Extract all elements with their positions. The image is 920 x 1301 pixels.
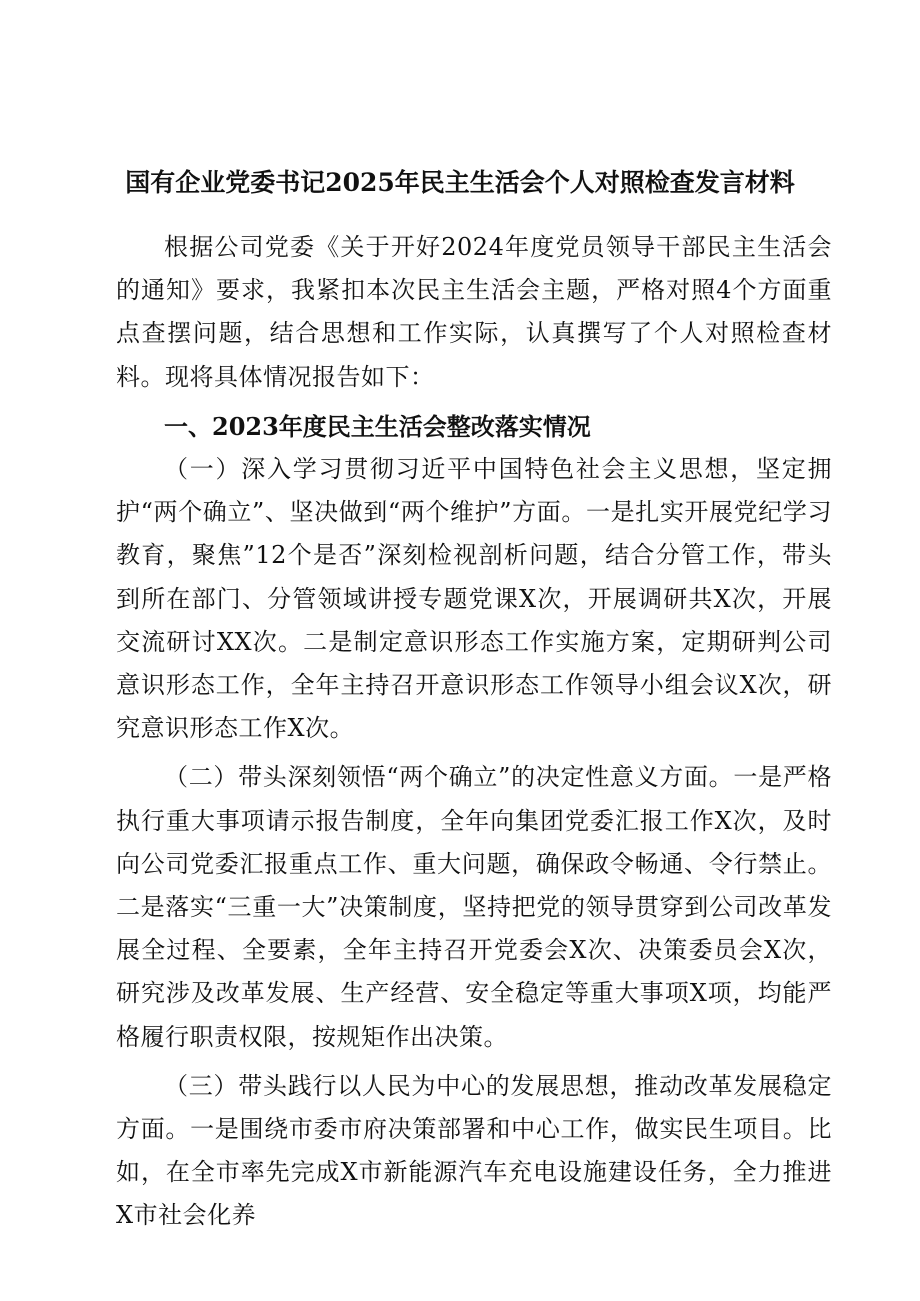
intro-paragraph: 根据公司党委《关于开好2024年度党员领导干部民主生活会的通知》要求，我紧扣本次民主生活会主题，严格对照4个方面重点查摆问题，结合思想和工作实际，认真撰写了个人对照检查材料。现将具体情况报告如下： xyxy=(116,233,832,391)
document-body xyxy=(116,226,832,1238)
paragraph-3: （三）带头践行以人民为中心的发展思想，推动改革发展稳定方面。一是围绕市委市府决策部署和中心工作，做实民生项目。比如，在全市率先完成X市新能源汽车充电设施建设任务，全力推进X市社会化养 xyxy=(116,1071,832,1230)
section-heading: 一、2023年度民主生活会整改落实情况 xyxy=(164,411,591,441)
paragraph-2: （二）带头深刻领悟“两个确立”的决定性意义方面。一是严格执行重大事项请示报告制度，全年向集团党委汇报工作X次，及时向公司党委汇报重点工作、重大问题，确保政令畅通、令行禁止。二是落实“三重一大”决策制度，坚持把党的领导贯穿到公司改革发展全过程、全要素，全年主持召开党委会X次、决策委员会X次，研究涉及改革发展、生产经营、安全稳定等重大事项X项，均能严格履行职责权限，按规矩作出决策。 xyxy=(116,763,832,1051)
paragraph-1: （一）深入学习贯彻习近平中国特色社会主义思想，坚定拥护“两个确立”、坚决做到“两个维护”方面。一是扎实开展党纪学习教育，聚焦”12个是否”深刻检视剖析问题，结合分管工作，带头到所在部门、分管领域讲授专题党课X次，开展调研共X次，开展交流研讨XX次。二是制定意识形态工作实施方案，定期研判公司意识形态工作，全年主持召开意识形态工作领导小组会议X次，研究意识形态工作X次。 xyxy=(116,455,832,743)
document-title: 国有企业党委书记2025年民主生活会个人对照检查发言材料 xyxy=(125,168,795,197)
